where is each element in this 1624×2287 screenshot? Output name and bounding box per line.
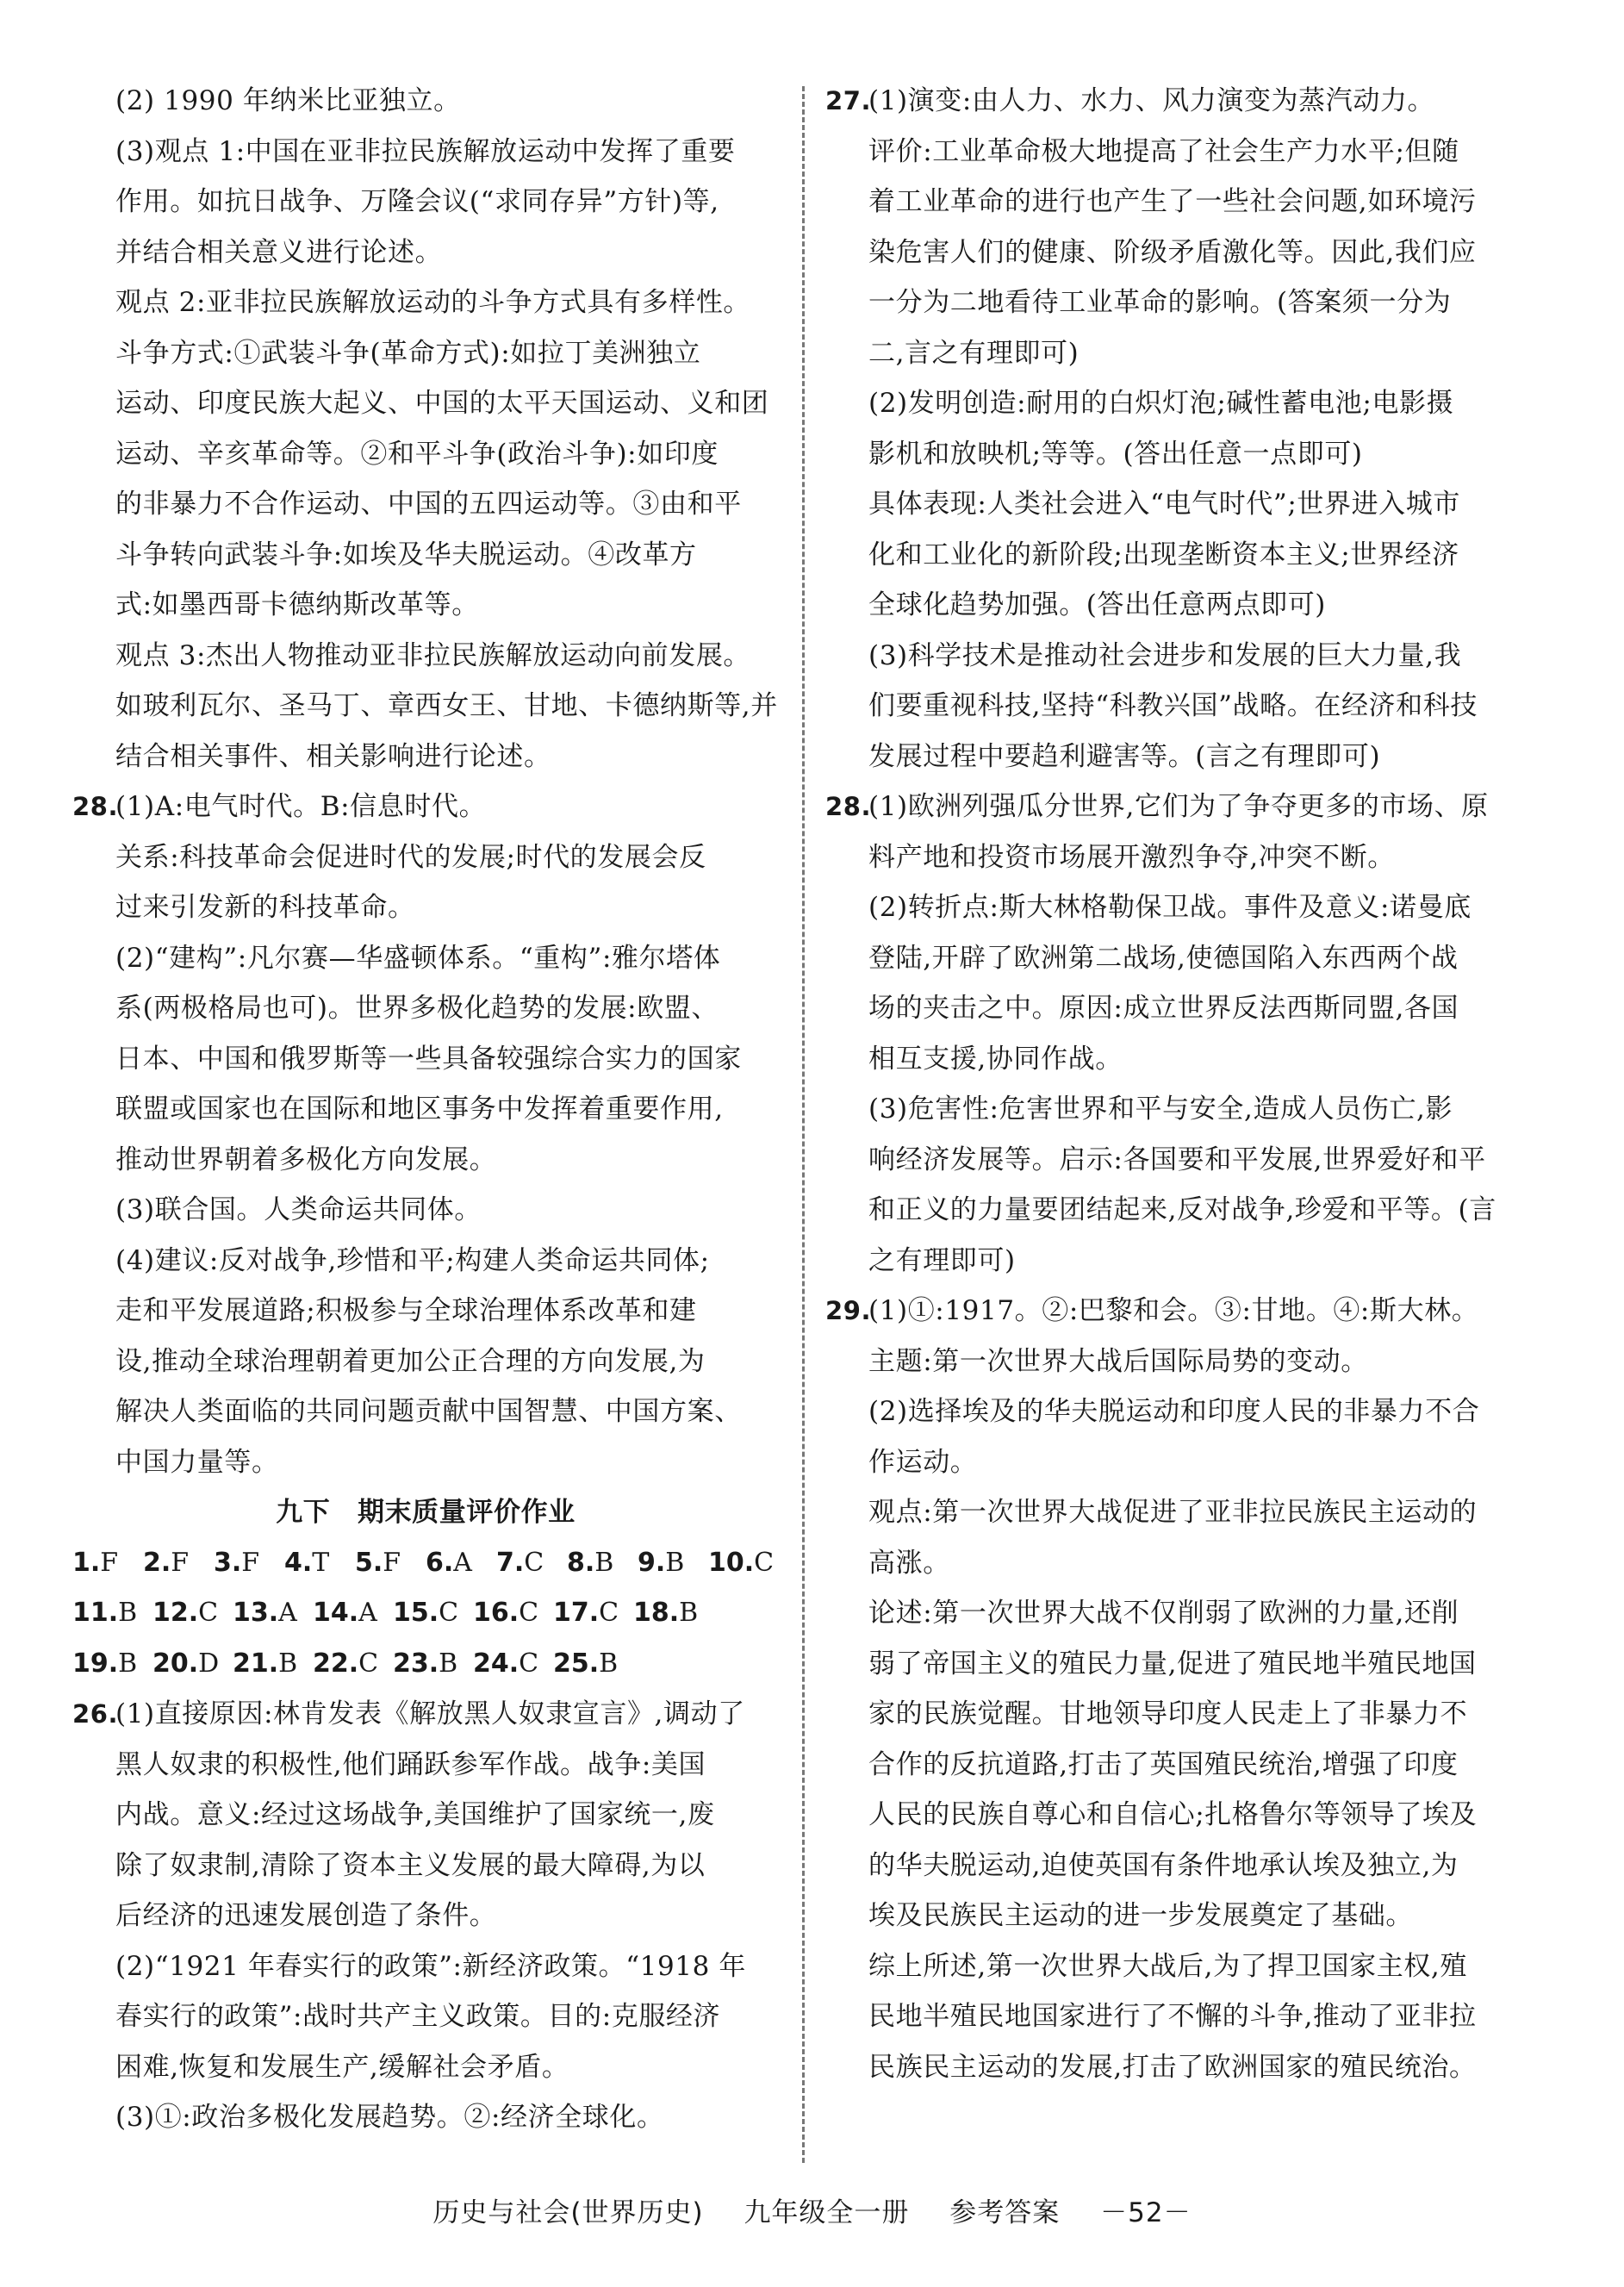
choice-answer [313, 1639, 393, 1690]
choice-answer [473, 1639, 553, 1690]
answer-line: 发展过程中要趋利避害等。(言之有理即可) [868, 740, 1381, 772]
answer-line: 民族民主运动的发展,打击了欧洲国家的殖民统治。 [868, 2051, 1477, 2083]
section-heading: 九下 期末质量评价作业 [276, 1497, 576, 1528]
answer-line: 黑人奴隶的积极性,他们踊跃参军作战。战争:美国 [115, 1748, 706, 1780]
answer-line: 推动世界朝着多极化方向发展。 [115, 1144, 497, 1175]
answer-line: 登陆,开辟了欧洲第二战场,使德国陷入东西两个战 [868, 942, 1459, 974]
answer-line: (3)科学技术是推动社会进步和发展的巨大力量,我 [868, 639, 1462, 671]
answer-line: 埃及民族民主运动的进一步发展奠定了基础。 [868, 1900, 1413, 1931]
choice-letter: D [198, 1648, 220, 1679]
choice-letter: F [241, 1547, 260, 1578]
answer-line: 春实行的政策”:战时共产主义政策。目的:克服经济 [115, 2001, 721, 2032]
choice-answer-row [72, 1588, 779, 1639]
answer-line: (3)观点 1:中国在亚非拉民族解放运动中发挥了重要 [115, 135, 736, 167]
choice-number: 8. [567, 1547, 595, 1578]
choice-number: 11. [72, 1598, 119, 1628]
choice-number: 22. [313, 1648, 359, 1679]
choice-letter: C [358, 1648, 379, 1679]
answer-line: 观点 2:亚非拉民族解放运动的斗争方式具有多样性。 [115, 287, 751, 318]
choice-number: 23. [393, 1648, 439, 1679]
answer-line: 中国力量等。 [115, 1446, 279, 1478]
answer-line: 过来引发新的科技革命。 [115, 892, 415, 923]
choice-letter: A [453, 1547, 472, 1578]
question-number: 27. [825, 86, 872, 115]
answer-line: 综上所述,第一次世界大战后,为了捍卫国家主权,殖 [868, 1950, 1467, 1982]
choice-number: 15. [393, 1598, 439, 1628]
answer-line: (4)建议:反对战争,珍惜和平;构建人类命运共同体; [115, 1244, 710, 1276]
choice-number: 3. [214, 1547, 242, 1578]
choice-number: 6. [426, 1547, 454, 1578]
choice-answer [553, 1639, 633, 1690]
choice-answer [152, 1639, 233, 1690]
answer-line: 料产地和投资市场展开激烈争夺,冲突不断。 [868, 841, 1395, 873]
choice-number: 2. [143, 1547, 171, 1578]
choice-letter: C [524, 1547, 544, 1578]
choice-number: 25. [553, 1648, 600, 1679]
choice-letter: C [754, 1547, 775, 1578]
choice-number: 1. [72, 1547, 101, 1578]
answer-line: 场的夹击之中。原因:成立世界反法西斯同盟,各国 [868, 993, 1459, 1024]
answer-line: 运动、辛亥革命等。②和平斗争(政治斗争):如印度 [115, 438, 719, 470]
answer-line: 主题:第一次世界大战后国际局势的变动。 [868, 1345, 1368, 1377]
answer-line: 着工业革命的进行也产生了一些社会问题,如环境污 [868, 186, 1477, 217]
answer-line: 影机和放映机;等等。(答出任意一点即可) [868, 438, 1363, 470]
answer-text: (1)欧洲列强瓜分世界,它们为了争夺更多的市场、原 [868, 791, 1489, 822]
answer-line: 具体表现:人类社会进入“电气时代”;世界进入城市 [868, 489, 1460, 520]
footer-page-number: －52－ [1100, 2197, 1192, 2228]
choice-number: 12. [152, 1598, 199, 1628]
choice-letter: F [383, 1547, 401, 1578]
choice-letter: B [679, 1598, 699, 1628]
choice-number: 4. [284, 1547, 313, 1578]
choice-number: 13. [233, 1598, 279, 1628]
choice-letter: B [278, 1648, 298, 1679]
choice-number: 19. [72, 1648, 119, 1679]
right-column [825, 76, 1525, 2092]
footer-subject: 历史与社会(世界历史) [432, 2197, 704, 2228]
choice-number: 18. [633, 1598, 680, 1628]
answer-line: 观点:第一次世界大战促进了亚非拉民族民主运动的 [868, 1497, 1478, 1528]
choice-letter: B [599, 1648, 619, 1679]
answer-line: 斗争转向武装斗争:如埃及华夫脱运动。④改革方 [115, 539, 697, 570]
answer-line: 除了奴隶制,清除了资本主义发展的最大障碍,为以 [115, 1849, 706, 1881]
choice-number: 9. [638, 1547, 666, 1578]
choice-letter: F [100, 1547, 119, 1578]
question-number: 28. [825, 792, 872, 821]
answer-text: (1)A:电气时代。B:信息时代。 [115, 791, 487, 822]
answer-line: 作运动。 [868, 1446, 978, 1478]
choice-letter: B [665, 1547, 685, 1578]
answer-line: 民地半殖民地国家进行了不懈的斗争,推动了亚非拉 [868, 2001, 1477, 2032]
answer-line: 结合相关事件、相关影响进行论述。 [115, 740, 551, 772]
answer-line: 高涨。 [868, 1547, 950, 1579]
answer-line: (3)①:政治多极化发展趋势。②:经济全球化。 [115, 2102, 664, 2133]
answer-line: 走和平发展道路;积极参与全球治理体系改革和建 [115, 1295, 697, 1326]
answer-line: (2) 1990 年纳米比亚独立。 [115, 85, 461, 116]
choice-number: 16. [473, 1598, 520, 1628]
choice-letter: B [118, 1648, 138, 1679]
answer-line: 困难,恢复和发展生产,缓解社会矛盾。 [115, 2051, 569, 2083]
choice-number: 7. [496, 1547, 525, 1578]
choice-letter: T [312, 1547, 330, 1578]
answer-text: (1)①:1917。②:巴黎和会。③:甘地。④:斯大林。 [868, 1295, 1479, 1326]
answer-line: 内战。意义:经过这场战争,美国维护了国家统一,废 [115, 1799, 715, 1830]
choice-letter: C [519, 1598, 539, 1628]
answer-line: 染危害人们的健康、阶级矛盾激化等。因此,我们应 [868, 236, 1477, 268]
answer-line: 合作的反抗道路,打击了英国殖民统治,增强了印度 [868, 1748, 1459, 1780]
choice-answer [638, 1538, 708, 1589]
choice-letter: A [278, 1598, 297, 1628]
choice-answer [313, 1588, 393, 1639]
choice-letter: C [599, 1598, 619, 1628]
choice-letter: B [594, 1547, 614, 1578]
answer-text: (1)直接原因:林肯发表《解放黑人奴隶宣言》,调动了 [115, 1698, 745, 1729]
answer-line: 们要重视科技,坚持“科教兴国”战略。在经济和科技 [868, 690, 1478, 721]
answer-line: 家的民族觉醒。甘地领导印度人民走上了非暴力不 [868, 1698, 1468, 1729]
answer-line: 斗争方式:①武装斗争(革命方式):如拉丁美洲独立 [115, 337, 701, 369]
answer-line: 作用。如抗日战争、万隆会议(“求同存异”方针)等, [115, 186, 719, 217]
choice-letter: C [519, 1648, 539, 1679]
left-column [72, 76, 779, 2143]
answer-line: 评价:工业革命极大地提高了社会生产力水平;但随 [868, 135, 1459, 167]
choice-number: 24. [473, 1648, 520, 1679]
question-line [825, 76, 1525, 127]
choice-number: 14. [313, 1598, 359, 1628]
choice-number: 21. [233, 1648, 279, 1679]
question-line [72, 782, 779, 832]
answer-line: 人民的民族自尊心和自信心;扎格鲁尔等领导了埃及 [868, 1799, 1478, 1830]
choice-answer-row [72, 1639, 779, 1690]
question-line [72, 1689, 779, 1740]
choice-number: 20. [152, 1648, 199, 1679]
answer-line: 后经济的迅速发展创造了条件。 [115, 1900, 497, 1931]
choice-letter: B [439, 1648, 458, 1679]
answer-line: 并结合相关意义进行论述。 [115, 236, 443, 268]
choice-answer [284, 1538, 355, 1589]
answer-line: 之有理即可) [868, 1244, 1016, 1276]
choice-answer [426, 1538, 496, 1589]
answer-line: 相互支援,协同作战。 [868, 1043, 1123, 1075]
choice-answer [355, 1538, 426, 1589]
answer-line: 弱了帝国主义的殖民力量,促进了殖民地半殖民地国 [868, 1648, 1477, 1679]
page-footer [0, 2190, 1624, 2229]
choice-answer-row [72, 1538, 779, 1589]
answer-line: 的华夫脱运动,迫使英国有条件地承认埃及独立,为 [868, 1849, 1459, 1881]
answer-line: (2)“1921 年春实行的政策”:新经济政策。“1918 年 [115, 1950, 746, 1982]
choice-answer [72, 1588, 152, 1639]
answer-text: (1)演变:由人力、水力、风力演变为蒸汽动力。 [868, 85, 1435, 116]
answer-line: 式:如墨西哥卡德纳斯改革等。 [115, 589, 479, 620]
column-divider [802, 86, 805, 2163]
footer-label: 参考答案 [949, 2197, 1061, 2228]
choice-answer [633, 1588, 713, 1639]
answer-line: 系(两极格局也可)。世界多极化趋势的发展:欧盟、 [115, 993, 719, 1024]
choice-answer [567, 1538, 638, 1589]
answer-line: (2)转折点:斯大林格勒保卫战。事件及意义:诺曼底 [868, 892, 1472, 923]
answer-line: 二,言之有理即可) [868, 337, 1080, 369]
choice-number: 5. [355, 1547, 383, 1578]
question-number: 28. [72, 792, 119, 821]
question-number: 26. [72, 1699, 119, 1729]
answer-line: (3)危害性:危害世界和平与安全,造成人员伤亡,影 [868, 1094, 1453, 1125]
choice-answer [553, 1588, 633, 1639]
answer-line: 如玻利瓦尔、圣马丁、章西女王、甘地、卡德纳斯等,并 [115, 690, 778, 721]
answer-line: (2)选择埃及的华夫脱运动和印度人民的非暴力不合 [868, 1396, 1480, 1427]
question-line [825, 1286, 1525, 1337]
footer-grade: 九年级全一册 [744, 2197, 910, 2228]
answer-line: 观点 3:杰出人物推动亚非拉民族解放运动向前发展。 [115, 639, 751, 671]
choice-answer [143, 1538, 214, 1589]
choice-letter: C [439, 1598, 459, 1628]
answer-line: (3)联合国。人类命运共同体。 [115, 1194, 482, 1225]
choice-letter: C [198, 1598, 219, 1628]
answer-line: 设,推动全球治理朝着更加公正合理的方向发展,为 [115, 1345, 706, 1377]
choice-answer [214, 1538, 284, 1589]
choice-answer [152, 1588, 233, 1639]
choice-answer [708, 1538, 779, 1589]
answer-line: 联盟或国家也在国际和地区事务中发挥着重要作用, [115, 1094, 724, 1125]
answer-line: 化和工业化的新阶段;出现垄断资本主义;世界经济 [868, 539, 1459, 570]
choice-answer [233, 1639, 313, 1690]
answer-line: 解决人类面临的共同问题贡献中国智慧、中国方案、 [115, 1396, 742, 1427]
choice-letter: B [118, 1598, 138, 1628]
choice-number: 10. [708, 1547, 755, 1578]
answer-line: (2)“建构”:凡尔赛—华盛顿体系。“重构”:雅尔塔体 [115, 942, 721, 974]
answer-line: 响经济发展等。启示:各国要和平发展,世界爱好和平 [868, 1144, 1486, 1175]
answer-line: 日本、中国和俄罗斯等一些具备较强综合实力的国家 [115, 1043, 742, 1075]
choice-answer [473, 1588, 553, 1639]
choice-answer [393, 1639, 473, 1690]
question-number: 29. [825, 1296, 872, 1325]
question-line [825, 782, 1525, 832]
answer-line: 关系:科技革命会促进时代的发展;时代的发展会反 [115, 841, 706, 873]
answer-line: 论述:第一次世界大战不仅削弱了欧洲的力量,还削 [868, 1598, 1459, 1629]
answer-line: (2)发明创造:耐用的白炽灯泡;碱性蓄电池;电影摄 [868, 388, 1454, 419]
choice-answer [393, 1588, 473, 1639]
choice-answer [72, 1639, 152, 1690]
choice-number: 17. [553, 1598, 600, 1628]
answer-line: 和正义的力量要团结起来,反对战争,珍爱和平等。(言 [868, 1194, 1496, 1225]
answer-line: 全球化趋势加强。(答出任意两点即可) [868, 589, 1326, 620]
answer-line: 的非暴力不合作运动、中国的五四运动等。③由和平 [115, 489, 742, 520]
choice-answer [72, 1538, 143, 1589]
choice-letter: F [171, 1547, 190, 1578]
choice-answer [233, 1588, 313, 1639]
answer-line: 一分为二地看待工业革命的影响。(答案须一分为 [868, 287, 1452, 318]
choice-letter: A [358, 1598, 377, 1628]
choice-answer [496, 1538, 567, 1589]
answer-line: 运动、印度民族大起义、中国的太平天国运动、义和团 [115, 388, 769, 419]
